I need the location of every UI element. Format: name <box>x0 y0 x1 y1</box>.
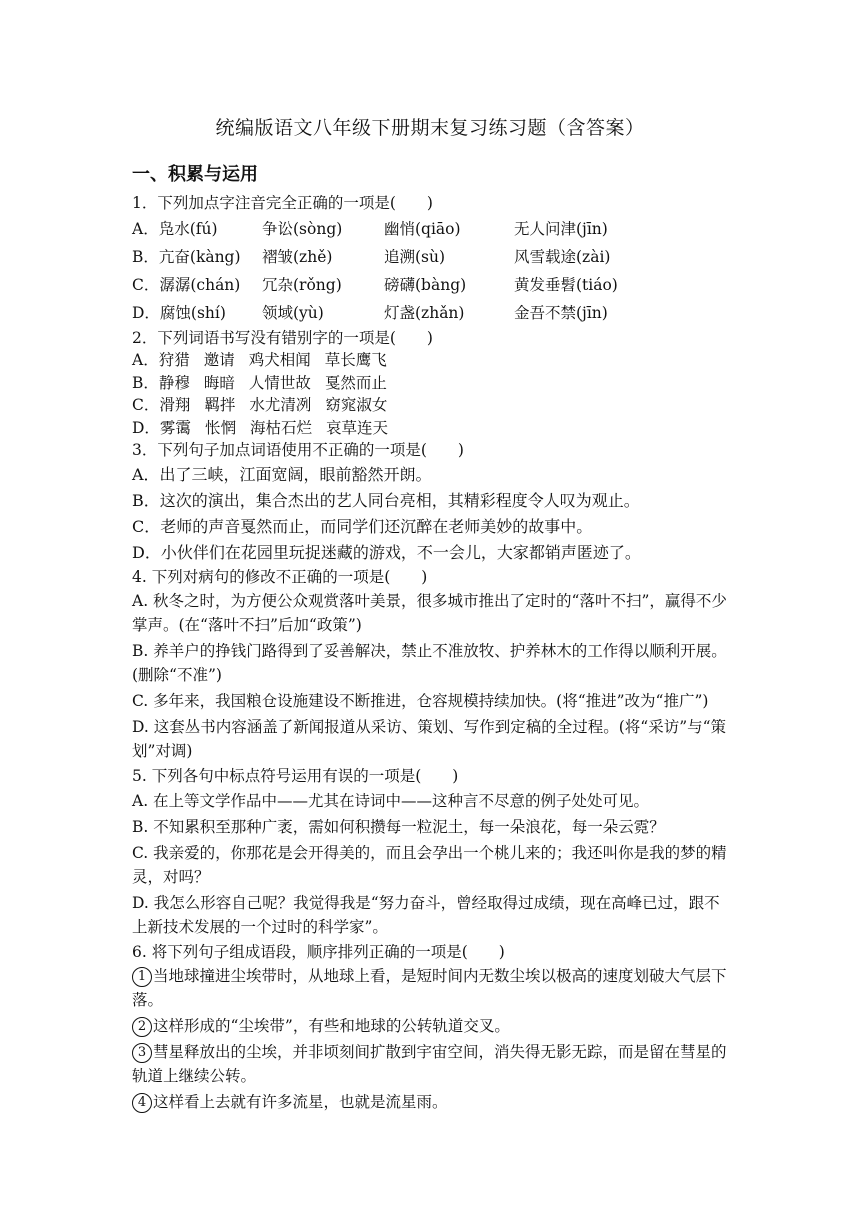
question-2-option-a <box>132 349 732 372</box>
option-item: D．腐蚀(shí) <box>132 303 226 322</box>
question-4-option-b: B. 养羊户的挣钱门路得到了妥善解决，禁止不准放牧、护养林木的工作得以顺利开展。(删除“不准”) <box>132 642 727 684</box>
question-1-option-c <box>132 271 732 299</box>
question-5-option-d: D. 我怎么形容自己呢？我觉得我是“努力奋斗，曾经取得过成绩，现在高峰已过，跟不上新技术发展的一个过时的科学家”。 <box>132 893 720 936</box>
question-2-option-d <box>132 417 732 440</box>
item-text: 当地球撞进尘埃带时，从地球上看，是短时间内无数尘埃以极高的速度划破大气层下落。 <box>132 967 727 1009</box>
item-text: 这样看上去就有许多流星，也就是流星雨。 <box>153 1093 448 1111</box>
option-item: 人情世故 <box>248 373 311 392</box>
option-item: 怅惘 <box>204 418 236 437</box>
question-6-item <box>132 964 732 1012</box>
question-3-option-b: B．这次的演出，集合杰出的艺人同台亮相，其精彩程度令人叹为观止。 <box>132 490 640 510</box>
circled-number: 1 <box>132 967 152 987</box>
question-5-option-c: C. 我亲爱的，你那花是会开得美的，而且会孕出一个桃儿来的；我还叫你是我的梦的精灵，对吗？ <box>132 843 727 886</box>
option-item: 褶皱(zhě) <box>262 247 333 266</box>
question-1-option-a <box>132 215 732 243</box>
question-4-stem: 4. 下列对病句的修改不正确的一项是( ) <box>132 567 428 586</box>
question-4-option-d: D. 这套丛书内容涵盖了新闻报道从采访、策划、写作到定稿的全过程。(将“采访”与“策划”对调) <box>132 718 727 760</box>
option-item: D．雾霭 <box>132 418 191 437</box>
option-item: 金吾不禁(jīn) <box>514 303 608 322</box>
option-item: 晦暗 <box>203 373 235 392</box>
option-item: B．静穆 <box>132 373 190 392</box>
question-6-stem: 6. 将下列句子组成语段，顺序排列正确的一项是( ) <box>132 942 505 961</box>
question-6-item <box>132 1040 732 1088</box>
question-4-option-c: C. 多年来，我国粮仓设施建设不断推进，仓容规模持续加快。(将“推进”改为“推广”) <box>132 692 709 710</box>
option-item: 磅礴(bàng) <box>384 275 467 294</box>
question-5-option-b: B. 不知累积至那种广袤，需如何积攒每一粒泥土，每一朵浪花，每一朵云霓？ <box>132 817 665 836</box>
option-item: 草长鹰飞 <box>324 351 387 369</box>
circled-number: 2 <box>132 1017 152 1037</box>
option-item: 羁拌 <box>204 396 236 414</box>
option-item: 灯盏(zhǎn) <box>384 303 465 322</box>
option-item: 鸡犬相闻 <box>248 351 311 369</box>
question-2-option-c <box>132 394 732 417</box>
item-text: 这样形成的“尘埃带”，有些和地球的公转轨道交叉。 <box>153 1017 510 1035</box>
question-3-option-c: C．老师的声音戛然而止，而同学们还沉醉在老师美妙的故事中。 <box>132 516 593 536</box>
option-item: A．凫水(fú) <box>132 219 218 238</box>
option-item: 黄发垂髫(tiáo) <box>514 275 618 294</box>
option-item: 追溯(sù) <box>384 247 446 266</box>
question-2-stem: 2．下列词语书写没有错别字的一项是( ) <box>132 328 433 347</box>
option-item: 幽悄(qiāo) <box>384 219 461 238</box>
section-heading: 一、积累与运用 <box>132 164 258 185</box>
option-item: C．滑翔 <box>132 396 191 414</box>
question-5-option-a: A. 在上等文学作品中——尤其在诗词中——这种言不尽意的例子处处可见。 <box>132 791 650 810</box>
circled-number: 4 <box>132 1093 152 1113</box>
question-4-option-a: A. 秋冬之时，为方便公众观赏落叶美景，很多城市推出了定时的“落叶不扫”，赢得不少掌声。(在“落叶不扫”后加“政策”) <box>132 592 727 634</box>
question-1-option-d <box>132 299 732 327</box>
option-item: C．潺潺(chán) <box>132 275 241 294</box>
question-3-option-a: A．出了三峡，江面宽阔，眼前豁然开朗。 <box>132 464 432 484</box>
page-title: 统编版语文八年级下册期末复习练习题（含答案） <box>215 117 645 139</box>
option-item: 水尤清冽 <box>249 396 312 414</box>
question-5-stem: 5. 下列各句中标点符号运用有误的一项是( ) <box>132 767 459 785</box>
option-item: 邀请 <box>203 351 235 369</box>
option-item: 戛然而止 <box>324 373 387 392</box>
option-item: 争讼(sòng) <box>262 219 343 238</box>
option-item: 窈窕淑女 <box>325 396 388 414</box>
option-item: 无人问津(jīn) <box>514 219 608 238</box>
question-6-item <box>132 1090 732 1114</box>
option-item: 风雪载途(zài) <box>514 247 611 266</box>
option-item: 领域(yù) <box>262 303 324 322</box>
option-item: 冗杂(rǒng) <box>262 275 342 294</box>
question-1-option-b <box>132 243 732 271</box>
questions <box>132 192 732 1116</box>
option-item: A．狩猎 <box>132 351 190 369</box>
option-item: 哀草连天 <box>325 418 388 437</box>
item-text: 彗星释放出的尘埃，并非顷刻间扩散到宇宙空间，消失得无影无踪，而是留在彗星的轨道上继续公转。 <box>132 1043 727 1085</box>
question-1-stem: 1．下列加点字注音完全正确的一项是( ) <box>132 194 433 212</box>
question-2-option-b <box>132 372 732 395</box>
option-item: B．亢奋(kàng) <box>132 247 241 266</box>
circled-number: 3 <box>132 1043 152 1063</box>
question-3-option-d: D．小伙伴们在花园里玩捉迷藏的游戏，不一会儿，大家都销声匿迹了。 <box>132 542 641 562</box>
question-6-item <box>132 1014 732 1038</box>
option-item: 海枯石烂 <box>249 418 312 437</box>
question-3-stem: 3．下列句子加点词语使用不正确的一项是( ) <box>132 441 464 459</box>
